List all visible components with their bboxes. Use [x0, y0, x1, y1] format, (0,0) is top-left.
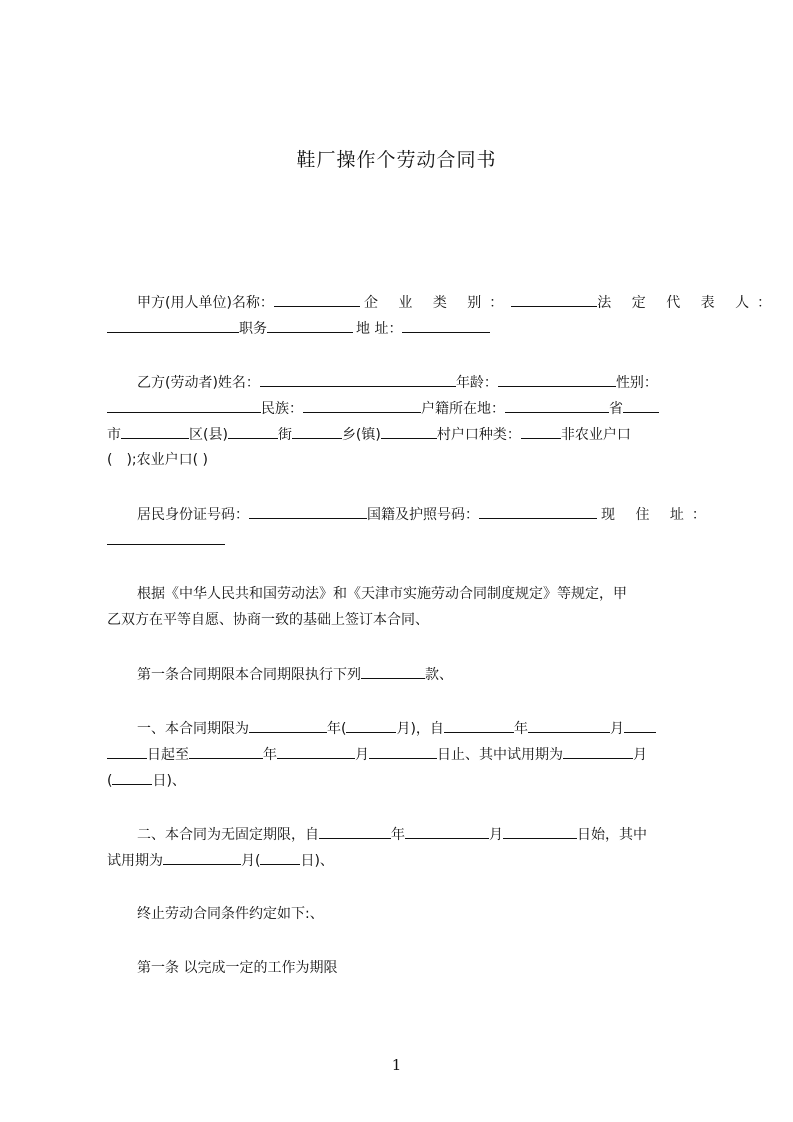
party-b-street: 街 [277, 427, 292, 443]
clause1-blank-trial-days[interactable] [112, 770, 152, 785]
clause1-text-b: 年( [327, 721, 347, 737]
party-b-hukou-blank[interactable] [505, 398, 609, 413]
id-label: 居民身份证号码： [137, 507, 249, 523]
party-b-street-blank[interactable] [292, 424, 342, 439]
clause2-blank-trial-months[interactable] [163, 850, 241, 865]
clause1-blank-from-month[interactable] [528, 718, 610, 733]
clause1-text-h: 月 [355, 747, 369, 763]
clause1-blank-to-month[interactable] [277, 744, 355, 759]
clause2-blank-trial-days[interactable] [260, 850, 300, 865]
clause2-blank-year[interactable] [319, 824, 391, 839]
article1-suffix: 款、 [425, 667, 453, 683]
clause1-text-g: 年 [263, 747, 277, 763]
party-b-hukou-label: 户籍所在地： [421, 401, 505, 417]
clause2-text-d: 日始，其中 [577, 827, 647, 843]
party-b-town-blank[interactable] [381, 424, 437, 439]
clause1-text-a: 一、本合同期限为 [137, 721, 249, 737]
clause1-text-f: 日起至 [147, 747, 189, 763]
party-a-post-blank[interactable] [267, 318, 353, 333]
party-b-gender-blank[interactable] [107, 398, 261, 413]
party-b-district: 区(县) [189, 427, 228, 443]
party-b-gender-label: 性别： [615, 375, 658, 391]
party-a-line-1 [137, 292, 779, 313]
clause1-text-c: 月)，自 [396, 721, 444, 737]
party-b-age-blank[interactable] [498, 372, 616, 387]
party-b-name-blank[interactable] [260, 372, 456, 387]
party-b-age-label: 年龄： [455, 375, 498, 391]
clause1-blank-to-day[interactable] [369, 744, 437, 759]
party-a-type-blank[interactable] [511, 292, 597, 307]
party-b-town: 乡(镇) [341, 427, 381, 443]
party-b-province: 省 [609, 401, 623, 417]
party-a-line-2 [107, 318, 490, 339]
clause2-blank-month[interactable] [405, 824, 489, 839]
party-b-agri: ( );农业户口( ) [107, 452, 209, 468]
party-b-line-2 [107, 398, 659, 419]
clause2-line-2 [107, 850, 334, 871]
party-a-name-blank[interactable] [274, 292, 360, 307]
party-a-rep-label: 法 定 代 表 人： [597, 295, 780, 311]
clause1-blank-from-day-2[interactable] [107, 744, 147, 759]
id-line-2 [107, 530, 225, 551]
clause1-text-l: 日)、 [152, 773, 186, 789]
clause2-text-g: 日)、 [300, 853, 334, 869]
clause1-line-1 [137, 718, 656, 739]
party-a-name-label: 甲方(用人单位)名称： [137, 295, 274, 311]
basis-line-1: 根据《中华人民共和国劳动法》和《天津市实施劳动合同制度规定》等规定，甲 [137, 586, 627, 602]
party-a-type-label: 企 业 类 别： [363, 295, 512, 311]
clause2-line-1 [137, 824, 647, 845]
party-b-province-blank[interactable] [623, 398, 659, 413]
clause1-line-2 [107, 744, 647, 765]
party-b-city: 市 [107, 427, 121, 443]
current-address-blank[interactable] [107, 530, 225, 545]
party-b-city-blank[interactable] [121, 424, 189, 439]
party-b-hukou-type-blank[interactable] [521, 424, 561, 439]
clause1-text-d: 年 [513, 721, 528, 737]
party-b-line-1 [137, 372, 658, 393]
clause2-text-c: 月 [489, 827, 503, 843]
party-b-district-blank[interactable] [228, 424, 278, 439]
party-b-ethnic-blank[interactable] [303, 398, 421, 413]
clause1-blank-months[interactable] [346, 718, 396, 733]
clause2-text-a: 二、本合同为无固定期限，自 [137, 827, 319, 843]
party-a-addr-label: 地 址： [356, 321, 403, 337]
clause2-text-f: 月( [241, 853, 261, 869]
id-line-1 [137, 504, 714, 525]
article1-line [137, 664, 453, 685]
clause1-blank-trial-months[interactable] [563, 744, 633, 759]
clause1-text-e: 月 [609, 721, 624, 737]
party-b-line-4 [107, 450, 208, 470]
clause1-line-3 [107, 770, 186, 791]
page-number: 1 [391, 1056, 402, 1074]
clause2-text-b: 年 [391, 827, 405, 843]
party-a-addr-blank[interactable] [402, 318, 490, 333]
party-b-village-type: 村户口种类： [436, 427, 521, 443]
party-b-line-3 [107, 424, 631, 445]
document-title: 鞋厂操作个劳动合同书 [296, 149, 497, 171]
clause2-blank-day[interactable] [503, 824, 577, 839]
party-b-name-label: 乙方(劳动者)姓名： [137, 375, 260, 391]
article1b-heading: 第一条 以完成一定的工作为期限 [137, 960, 338, 976]
termination-heading: 终止劳动合同条件约定如下:、 [137, 906, 324, 922]
clause1-blank-years[interactable] [249, 718, 327, 733]
id-blank[interactable] [249, 504, 367, 519]
party-a-post-label: 职务 [239, 321, 267, 337]
passport-label: 国籍及护照号码： [367, 507, 479, 523]
party-a-rep-blank[interactable] [107, 318, 239, 333]
clause1-blank-from-year[interactable] [444, 718, 514, 733]
party-b-ethnic-label: 民族： [261, 401, 303, 417]
party-b-non-agri: 非农业户口 [560, 427, 631, 443]
article1-blank[interactable] [361, 664, 425, 679]
basis-line-2: 乙双方在平等自愿、协商一致的基础上签订本合同、 [107, 612, 429, 628]
passport-blank[interactable] [479, 504, 597, 519]
current-address-label: 现 住 址： [601, 507, 714, 523]
clause2-text-e: 试用期为 [107, 853, 163, 869]
clause1-text-j: 月 [633, 747, 647, 763]
clause1-text-k: ( [107, 773, 113, 789]
clause1-blank-to-year[interactable] [189, 744, 263, 759]
article1-prefix: 第一条合同期限本合同期限执行下列 [137, 667, 361, 683]
clause1-blank-from-day-1[interactable] [624, 718, 656, 733]
clause1-text-i: 日止、其中试用期为 [437, 747, 563, 763]
